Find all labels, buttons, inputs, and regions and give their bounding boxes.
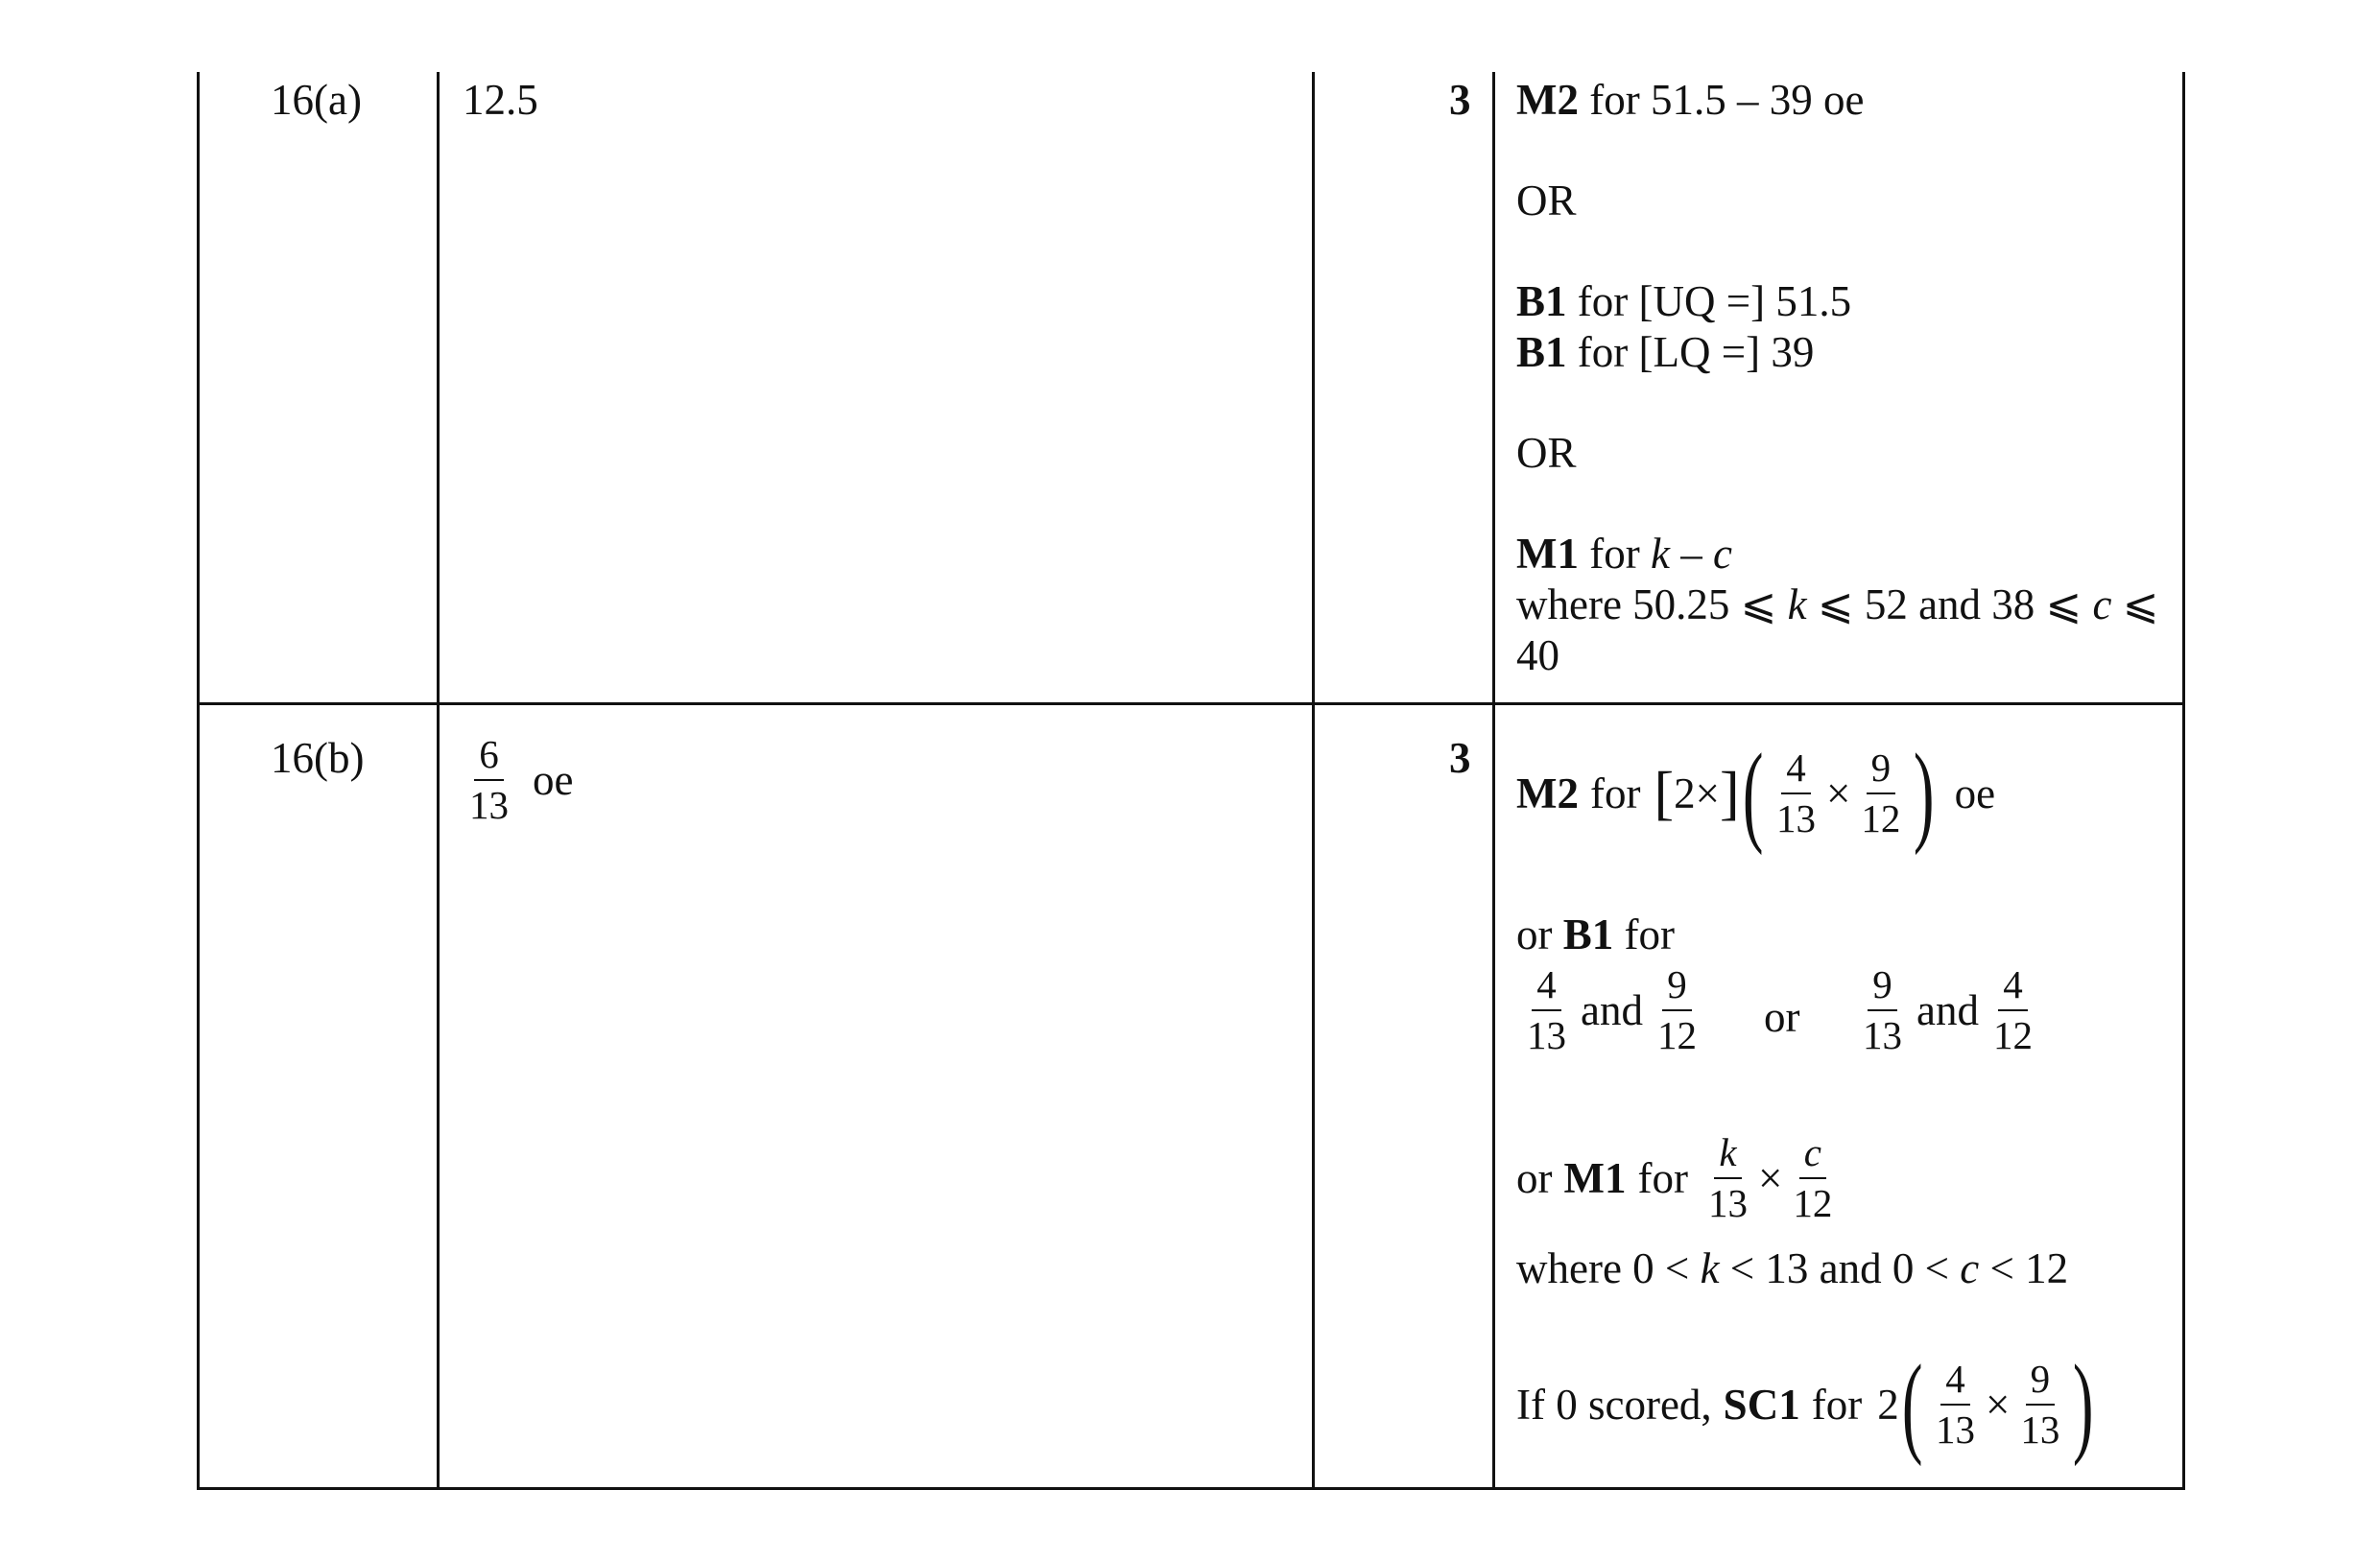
denominator: 13 — [469, 783, 509, 828]
marks-value: 3 — [1449, 76, 1471, 124]
fraction — [1858, 964, 1907, 1056]
denominator: 12 — [1861, 796, 1901, 840]
variable-k: k — [1787, 580, 1807, 628]
denominator: 13 — [1863, 1013, 1902, 1058]
table-border-left — [197, 72, 200, 1490]
guidance-text: for 51.5 – 39 oe — [1589, 76, 1865, 124]
numerator: 4 — [1781, 747, 1811, 794]
fraction — [1653, 964, 1702, 1056]
fraction — [464, 734, 513, 826]
mark-code: M1 — [1516, 530, 1579, 578]
left-paren: ( — [1901, 1341, 1923, 1467]
numerator: 6 — [474, 734, 504, 781]
mark-code: M2 — [1516, 769, 1579, 817]
answer-value: 12.5 — [463, 76, 538, 124]
denominator: 13 — [2020, 1407, 2060, 1452]
guidance-b1-lq-line — [1516, 328, 1815, 376]
numerator: 9 — [1662, 964, 1692, 1011]
guidance-text: for — [1624, 911, 1675, 958]
guidance-text: ⩽ 52 and 38 ⩽ — [1817, 580, 2082, 628]
variable-c: c — [1960, 1244, 1980, 1292]
table-border-right — [2182, 72, 2185, 1490]
guidance-where-line — [1516, 1244, 2069, 1292]
fraction — [1856, 747, 1905, 840]
coefficient: 2 — [1877, 1380, 1899, 1429]
mark-code: SC1 — [1723, 1380, 1800, 1429]
guidance-text: ⩽ — [2122, 580, 2159, 628]
variable-c: c — [2092, 580, 2112, 628]
denominator: 12 — [1793, 1181, 1833, 1226]
guidance-text: where 0 < — [1516, 1244, 1690, 1292]
denominator: 13 — [1527, 1013, 1566, 1058]
left-paren: ( — [1742, 730, 1764, 856]
times-sign: × — [1757, 1153, 1783, 1202]
fraction — [1931, 1356, 1980, 1452]
column-divider-1 — [437, 72, 440, 1490]
answer-suffix: oe — [533, 755, 574, 804]
guidance-where-line-2: 40 — [1516, 631, 1559, 679]
fraction — [1522, 964, 1571, 1056]
guidance-m2-line — [1516, 730, 1996, 856]
numerator: 9 — [1867, 747, 1896, 794]
denominator: 13 — [1775, 796, 1816, 840]
question-number: 16(a) — [271, 76, 362, 124]
numerator: 4 — [1532, 964, 1561, 1011]
times-sign: × — [1985, 1380, 2011, 1429]
mark-code: B1 — [1516, 328, 1567, 376]
guidance-where-line — [1516, 580, 2159, 628]
guidance-text: or — [1516, 911, 1553, 958]
guidance-text: for [LQ =] 39 — [1577, 328, 1815, 376]
variable-k: k — [1650, 530, 1670, 578]
fraction — [1988, 964, 2037, 1056]
numerator: 9 — [1868, 964, 1897, 1011]
column-divider-3 — [1492, 72, 1495, 1490]
numerator: c — [1799, 1132, 1826, 1179]
mark-code: M2 — [1516, 76, 1579, 124]
guidance-text: < 12 — [1989, 1244, 2069, 1292]
times-sign: × — [1825, 769, 1851, 817]
guidance-m2-line — [1516, 76, 1865, 124]
guidance-text: and — [1916, 985, 1979, 1034]
guidance-fraction-pair-2 — [1852, 964, 2043, 1056]
guidance-b1-uq-line — [1516, 277, 1852, 325]
answer-fraction — [459, 734, 573, 826]
guidance-text: and — [1581, 985, 1643, 1034]
right-bracket: ] — [1720, 761, 1740, 826]
guidance-text: for — [1589, 769, 1641, 817]
guidance-or: or — [1764, 993, 1800, 1041]
question-number: 16(b) — [271, 734, 365, 782]
guidance-text: where 50.25 ⩽ — [1516, 580, 1777, 628]
guidance-text: < 13 and 0 < — [1729, 1244, 1950, 1292]
table-border-bottom — [197, 1487, 2185, 1490]
denominator: 12 — [1992, 1013, 2033, 1058]
right-paren: ) — [2073, 1341, 2094, 1467]
guidance-text: for — [1589, 530, 1640, 578]
guidance-text: If 0 scored, — [1516, 1380, 1712, 1429]
fraction — [1788, 1132, 1837, 1224]
guidance-b1-line — [1516, 913, 1675, 957]
guidance-text: oe — [1954, 769, 1996, 817]
denominator: 13 — [1707, 1181, 1748, 1226]
numerator: k — [1714, 1132, 1741, 1179]
guidance-text: for — [1637, 1153, 1688, 1202]
bracket-term: 2× — [1674, 769, 1721, 817]
variable-k: k — [1700, 1244, 1720, 1292]
guidance-or: OR — [1516, 177, 1577, 225]
row-divider — [197, 702, 2185, 705]
fraction — [1703, 1132, 1752, 1224]
guidance-sc1-line — [1516, 1341, 2097, 1467]
mark-code: B1 — [1562, 911, 1614, 958]
mark-code: M1 — [1563, 1153, 1627, 1202]
guidance-or: OR — [1516, 429, 1577, 477]
guidance-text: for — [1811, 1380, 1863, 1429]
guidance-text: for [UQ =] 51.5 — [1577, 277, 1852, 325]
guidance-m1-line — [1516, 532, 1732, 576]
column-divider-2 — [1312, 72, 1315, 1490]
fraction — [2015, 1356, 2064, 1452]
marks-value: 3 — [1449, 734, 1471, 782]
guidance-m1-line — [1516, 1132, 1843, 1224]
mark-code: B1 — [1516, 277, 1567, 325]
numerator: 4 — [1998, 964, 2028, 1011]
numerator: 4 — [1940, 1359, 1970, 1406]
numerator: 9 — [2026, 1359, 2056, 1406]
left-bracket: [ — [1654, 761, 1675, 826]
guidance-text: or — [1516, 1153, 1553, 1202]
right-paren: ) — [1914, 730, 1935, 856]
guidance-fraction-pair-1 — [1516, 964, 1707, 1056]
fraction — [1772, 747, 1821, 840]
denominator: 13 — [1935, 1407, 1975, 1452]
minus-sign: – — [1680, 530, 1702, 578]
variable-c: c — [1712, 530, 1732, 578]
denominator: 12 — [1656, 1013, 1697, 1058]
